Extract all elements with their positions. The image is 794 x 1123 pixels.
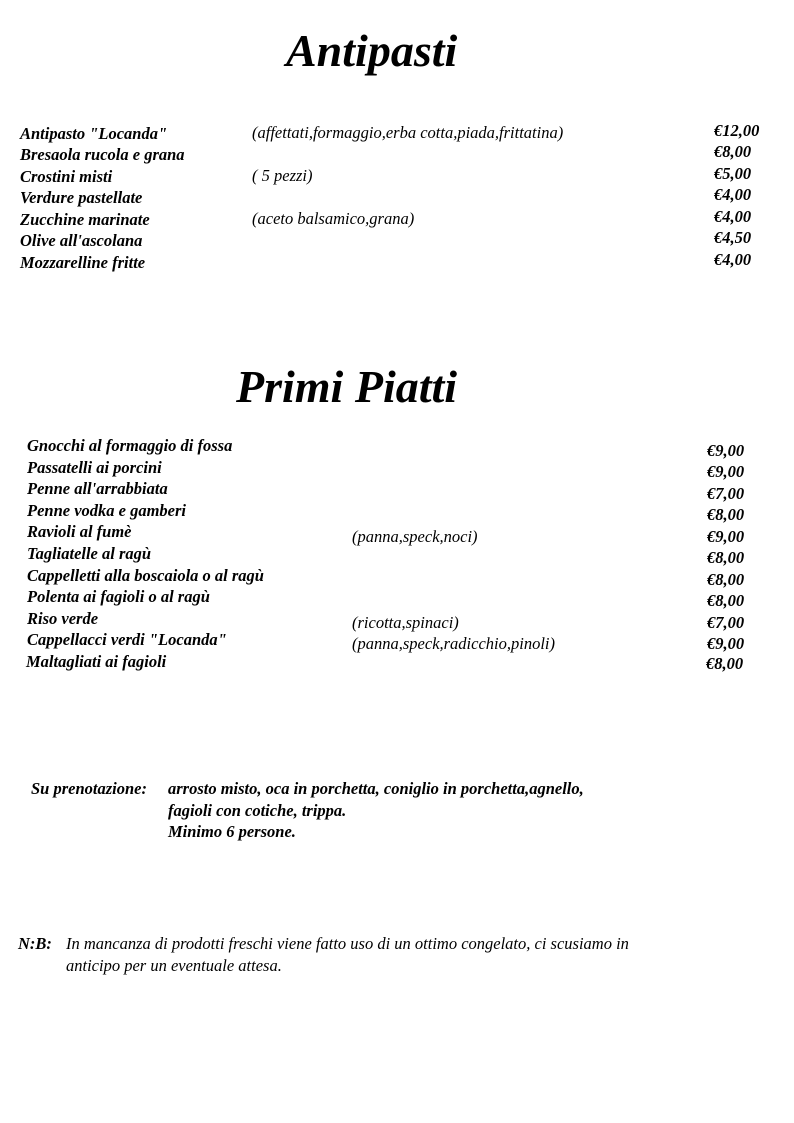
primi-item-price: €8,00: [707, 591, 745, 610]
primi-item-price: €8,00: [707, 548, 745, 567]
primi-item-desc: (panna,speck,noci): [352, 527, 478, 546]
antipasti-item-price: €4,50: [714, 228, 752, 247]
antipasti-item-name: Antipasto "Locanda": [20, 124, 168, 143]
primi-item-name: Polenta ai fagioli o al ragù: [27, 587, 210, 606]
antipasti-item-name: Crostini misti: [20, 167, 113, 186]
primi-item-name: Ravioli al fumè: [27, 522, 132, 541]
primi-item-name: Cappellacci verdi "Locanda": [27, 630, 227, 649]
antipasti-item-desc: (affettati,formaggio,erba cotta,piada,frittatina): [252, 123, 564, 142]
antipasti-item-name: Olive all'ascolana: [20, 231, 143, 250]
primi-item-name: Riso verde: [27, 609, 99, 628]
primi-item-price: €9,00: [707, 441, 745, 460]
primi-item-name: Cappelletti alla boscaiola o al ragù: [27, 566, 264, 585]
primi-item-name: Passatelli ai porcini: [27, 458, 162, 477]
antipasti-item-name: Zucchine marinate: [20, 210, 150, 229]
primi-item-desc: (ricotta,spinaci): [352, 613, 459, 632]
reservation-label: Su prenotazione:: [31, 779, 147, 798]
antipasti-title: Antipasti: [286, 25, 458, 76]
primi-item-name: Penne all'arrabbiata: [27, 479, 168, 498]
antipasti-item-name: Bresaola rucola e grana: [20, 145, 185, 164]
antipasti-item-price: €5,00: [714, 164, 752, 183]
antipasti-item-name: Verdure pastellate: [20, 188, 143, 207]
primi-item-name: Gnocchi al formaggio di fossa: [27, 436, 233, 455]
antipasti-item-name: Mozzarelline fritte: [20, 253, 146, 272]
reservation-minimum: Minimo 6 persone.: [168, 822, 296, 841]
primi-item-price: €8,00: [707, 505, 745, 524]
primi-item-name: Tagliatelle al ragù: [27, 544, 152, 563]
primi-item-price: €9,00: [707, 462, 745, 481]
primi-item-price: €8,00: [706, 654, 744, 673]
primi-item-price: €7,00: [707, 484, 745, 503]
reservation-line: fagioli con cotiche, trippa.: [168, 801, 347, 820]
antipasti-item-price: €8,00: [714, 142, 752, 161]
antipasti-item-price: €12,00: [714, 121, 760, 140]
antipasti-item-price: €4,00: [714, 250, 752, 269]
antipasti-item-price: €4,00: [714, 207, 752, 226]
primi-item-price: €7,00: [707, 613, 745, 632]
nb-line: anticipo per un eventuale attesa.: [66, 956, 282, 975]
nb-line: In mancanza di prodotti freschi viene fatto uso di un ottimo congelato, ci scusiamo in: [66, 934, 629, 953]
primi-item-desc: (panna,speck,radicchio,pinoli): [352, 634, 555, 653]
reservation-line: arrosto misto, oca in porchetta, coniglio in porchetta,agnello,: [168, 779, 584, 798]
antipasti-item-desc: ( 5 pezzi): [252, 166, 313, 185]
primi-title: Primi Piatti: [236, 361, 458, 412]
antipasti-item-price: €4,00: [714, 185, 752, 204]
primi-item-price: €8,00: [707, 570, 745, 589]
primi-item-name: Maltagliati ai fagioli: [26, 652, 167, 671]
primi-item-price: €9,00: [707, 527, 745, 546]
nb-label: N:B:: [18, 934, 52, 953]
antipasti-item-desc: (aceto balsamico,grana): [252, 209, 415, 228]
primi-item-name: Penne vodka e gamberi: [27, 501, 187, 520]
primi-item-price: €9,00: [707, 634, 745, 653]
